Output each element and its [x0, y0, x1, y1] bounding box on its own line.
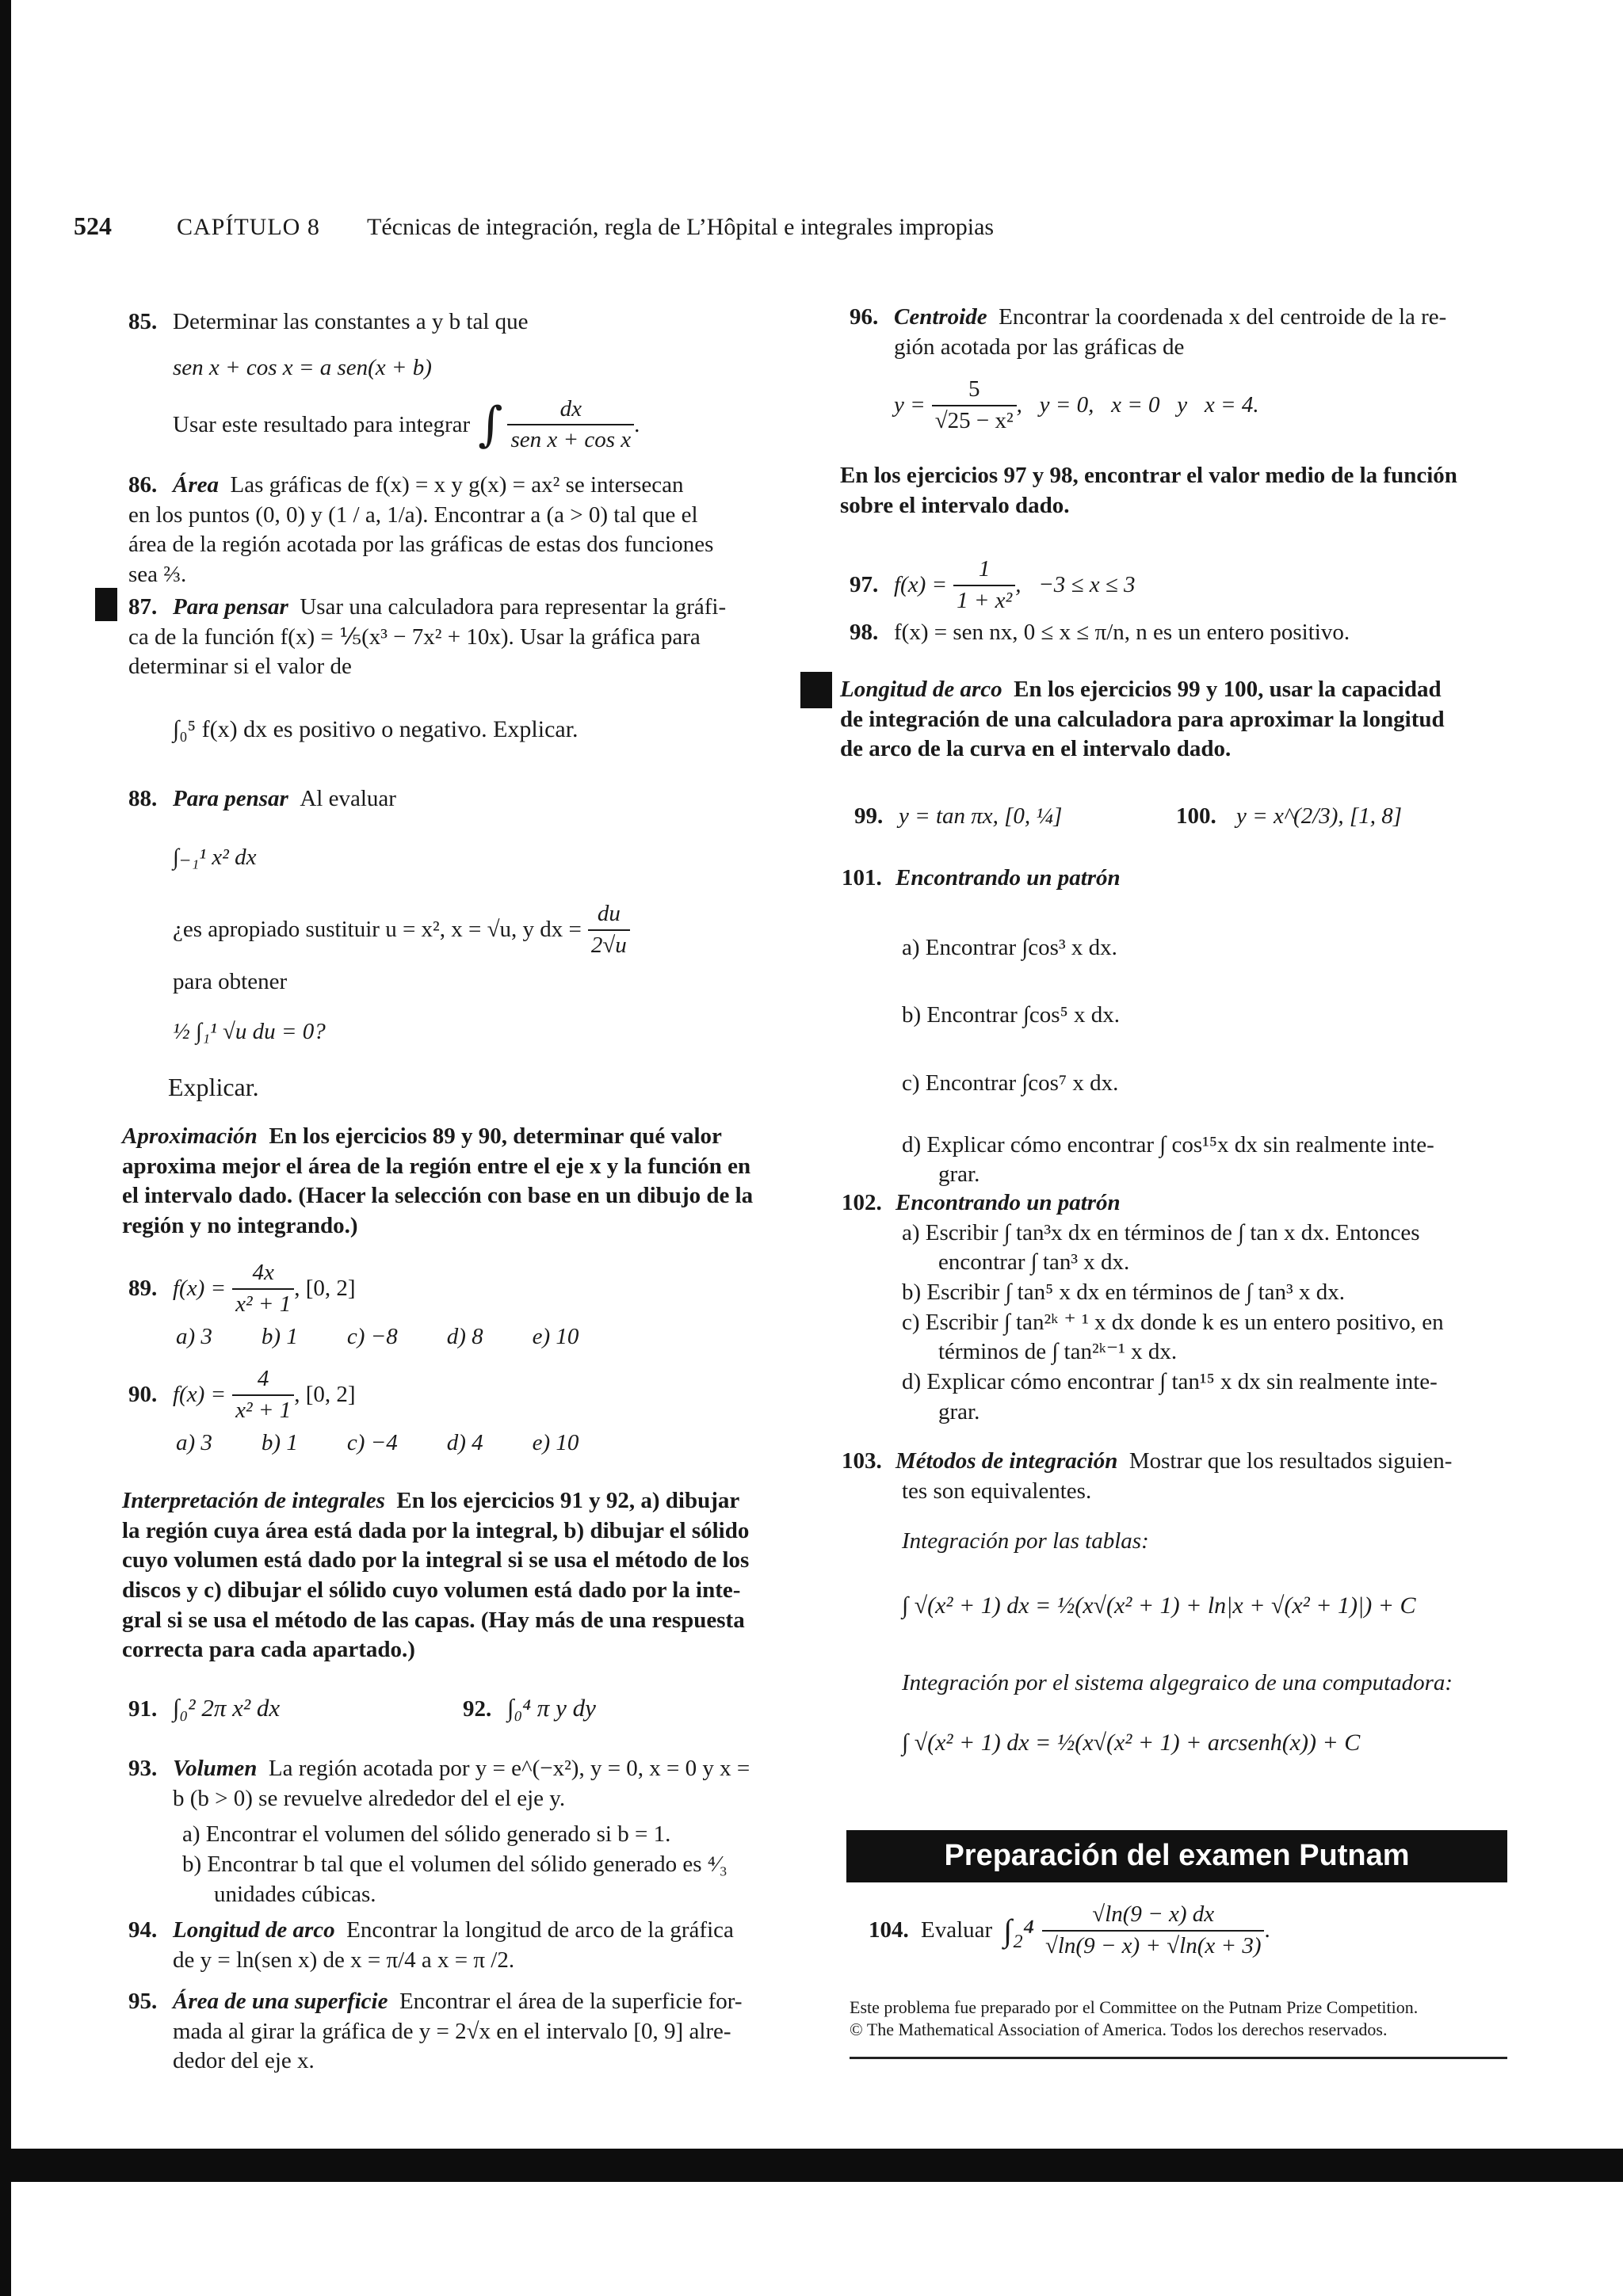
option: c) −4: [346, 1430, 398, 1456]
exercise-text: dedor del eje x.: [173, 2048, 315, 2074]
method-label: Integración por las tablas:: [902, 1528, 1149, 1554]
exercise-number: 90.: [128, 1381, 158, 1407]
section-text: correcta para cada apartado.): [122, 1637, 415, 1663]
exercise-number: 85.: [128, 309, 158, 334]
section-intro-mean-value: [840, 461, 1514, 521]
integrand: [1042, 1900, 1265, 1961]
exercise-number: 92.: [463, 1696, 492, 1722]
option: a) 3: [176, 1324, 212, 1350]
exercise-100: [1176, 802, 1509, 832]
part-a: a) Escribir ∫ tan³x dx en términos de ∫ tan x dx. Entonces: [902, 1219, 1420, 1245]
denominator: √25 − x²: [934, 408, 1014, 434]
part-b: b) Escribir ∫ tan⁵ x dx en términos de ∫ tan³ x dx.: [902, 1280, 1345, 1306]
du-fraction: [588, 899, 630, 960]
equation: ∫ √(x² + 1) dx = ½(x√(x² + 1) + ln|x + √(x² + 1)|) + C: [902, 1592, 1416, 1619]
option: d) 4: [446, 1430, 483, 1456]
part-b: b) Encontrar ∫cos⁵ x dx.: [902, 1002, 1120, 1028]
part-a: encontrar ∫ tan³ x dx.: [938, 1249, 1130, 1276]
exercise-text: Explicar.: [168, 1073, 259, 1102]
function-fraction: [953, 555, 1015, 616]
part-d: grar.: [938, 1161, 980, 1188]
exercise-title: Encontrando un patrón: [896, 1190, 1121, 1215]
section-text: En los ejercicios 99 y 100, usar la capacidad: [1014, 677, 1442, 702]
option: e) 10: [532, 1324, 579, 1350]
integral-sign: ∫₂⁴: [1003, 1912, 1034, 1948]
exercise-88: [128, 784, 786, 1104]
interval: , [0, 2]: [294, 1275, 356, 1301]
exercise-text: Evaluar: [921, 1917, 993, 1943]
option: a) 3: [176, 1430, 212, 1456]
denominator: x² + 1: [235, 1397, 292, 1423]
section-title: Interpretación de integrales: [122, 1488, 385, 1513]
exercise-92: [463, 1692, 780, 1725]
putnam-note: [850, 1997, 1515, 2040]
exercise-title: Para pensar: [173, 594, 288, 620]
bottom-scan-edge: [0, 2149, 1623, 2182]
exercise-text: para obtener: [173, 968, 288, 994]
note-text: © The Mathematical Association of America. Todos los derechos reservados.: [850, 2019, 1388, 2039]
note-text: Este problema fue preparado por el Committee on the Putnam Prize Competition.: [850, 1997, 1419, 2017]
section-text: discos y c) dibujar el sólido cuyo volumen está dado por la inte-: [122, 1577, 741, 1604]
integral-expression: ∫₀⁵ f(x) dx es positivo o negativo. Explicar.: [173, 716, 579, 743]
exercise-text: Usar una calculadora para representar la gráfi-: [300, 594, 727, 620]
options: [176, 1428, 786, 1459]
putnam-rule: [850, 2057, 1507, 2059]
function-label: f(x) =: [173, 1275, 227, 1301]
function-fraction: [232, 1258, 294, 1319]
exercise-104: 104. Evaluar ∫₂⁴ $\frac{√\ln(9 - x) dx}{√\ln(9 - x) + √\ln(x + 3)}$ .: [869, 1900, 1518, 1961]
exercise-number: 94.: [128, 1917, 158, 1943]
function-label: f(x) =: [894, 571, 948, 597]
exercise-text: determinar si el valor de: [128, 654, 352, 680]
section-title: Aproximación: [122, 1123, 258, 1149]
equation: sen x + cos x = a sen(x + b): [173, 354, 432, 380]
page-number: 524: [74, 212, 112, 240]
section-text: En los ejercicios 89 y 90, determinar qué valor: [269, 1123, 722, 1149]
section-text: En los ejercicios 91 y 92, a) dibujar: [396, 1488, 740, 1513]
exercise-101: [842, 864, 1515, 1190]
exercise-text: Encontrar el área de la superficie for-: [399, 1989, 743, 2014]
exercise-text: y = tan πx, [0, ¼]: [899, 803, 1063, 829]
denominator: √ln(9 − x) + √ln(x + 3): [1044, 1932, 1262, 1958]
option: b) 1: [261, 1324, 298, 1350]
exercise-title: Longitud de arco: [173, 1917, 335, 1943]
section-text: cuyo volumen está dado por la integral si se usa el método de los: [122, 1547, 750, 1573]
part-a: a) Encontrar ∫cos³ x dx.: [902, 934, 1117, 960]
numerator: du: [588, 899, 630, 931]
exercise-94: [128, 1916, 786, 1975]
conditions: , −3 ≤ x ≤ 3: [1015, 571, 1136, 597]
exercise-96: [850, 303, 1515, 437]
page-header: [74, 210, 1548, 243]
section-intro-approximation: [122, 1122, 788, 1241]
exercise-text: Determinar las constantes a y b tal que: [173, 309, 529, 334]
options: [176, 1322, 786, 1352]
exercise-number: 104.: [869, 1917, 909, 1943]
numerator: √ln(9 − x) dx: [1042, 1900, 1265, 1932]
part-b: unidades cúbicas.: [214, 1881, 376, 1907]
exercise-number: 103.: [842, 1448, 882, 1474]
exercise-97: [850, 555, 1515, 616]
denominator: 1 + x²: [957, 587, 1013, 613]
function-label: f(x) =: [173, 1381, 227, 1407]
option: b) 1: [261, 1430, 298, 1456]
integral-expression: ∫₀⁴ π y dy: [507, 1694, 596, 1722]
exercise-title: Para pensar: [173, 786, 288, 811]
section-text: de arco de la curva en el intervalo dado.: [840, 736, 1232, 762]
section-text: sobre el intervalo dado.: [840, 492, 1070, 518]
section-text: aproxima mejor el área de la región entre el eje x y la función en: [122, 1153, 751, 1179]
exercise-text: en los puntos (0, 0) y (1 / a, 1/a). Encontrar a (a > 0) tal que el: [128, 502, 698, 528]
exercise-text: Al evaluar: [300, 786, 396, 811]
integral-expression: ∫₀² 2π x² dx: [173, 1694, 281, 1722]
chapter-label: CAPÍTULO 8: [177, 214, 320, 240]
conditions: , y = 0, x = 0 y x = 4.: [1016, 392, 1259, 418]
exercise-number: 88.: [128, 786, 158, 811]
numerator: 1: [953, 555, 1015, 586]
exercise-number: 96.: [850, 304, 879, 330]
exercise-title: Área de una superficie: [173, 1989, 388, 2014]
exercise-text: Encontrar la longitud de arco de la gráfica: [346, 1917, 734, 1943]
exercise-text: de y = ln(sen x) de x = π/4 a x = π /2.: [173, 1947, 515, 1973]
exercise-text: Encontrar la coordenada x del centroide de la re-: [999, 304, 1447, 330]
integrand: [507, 395, 634, 456]
section-text: la región cuya área está dada por la integral, b) dibujar el sólido: [122, 1517, 750, 1543]
numerator: 4: [232, 1364, 294, 1396]
integral-expression: ½ ∫₁¹ √u du = 0?: [173, 1019, 326, 1045]
exercise-title: Área: [173, 472, 219, 498]
numerator: 5: [932, 375, 1017, 406]
section-text: gral si se usa el método de las capas. (Hay más de una respuesta: [122, 1607, 745, 1633]
part-d: grar.: [938, 1398, 980, 1425]
part-d: d) Explicar cómo encontrar ∫ cos¹⁵x dx sin realmente inte-: [902, 1131, 1434, 1158]
exercise-93: [128, 1754, 786, 1909]
exercise-text: b (b > 0) se revuelve alrededor del el eje y.: [173, 1785, 566, 1811]
exercise-number: 89.: [128, 1275, 158, 1301]
numerator: dx: [507, 395, 634, 426]
section-intro-arc-length: [840, 675, 1514, 765]
method-label: Integración por el sistema algegraico de una computadora:: [902, 1670, 1453, 1696]
exercise-text: área de la región acotada por las gráficas de estas dos funciones: [128, 532, 714, 558]
exercise-text: gión acotada por las gráficas de: [894, 334, 1185, 360]
integral-expression: ∫₋₁¹ x² dx: [173, 844, 257, 870]
section-title: Longitud de arco: [840, 677, 1002, 702]
function-label: y =: [894, 392, 926, 418]
denominator: x² + 1: [235, 1291, 292, 1317]
function-fraction: [232, 1364, 294, 1425]
interval: , [0, 2]: [294, 1381, 356, 1407]
section-text: el intervalo dado. (Hacer la selección con base en un dibujo de la: [122, 1183, 754, 1209]
section-text: de integración de una calculadora para aproximar la longitud: [840, 706, 1445, 732]
exercise-89: [128, 1258, 786, 1352]
exercise-98: [850, 618, 1515, 648]
exercise-title: Métodos de integración: [896, 1448, 1118, 1474]
option: e) 10: [532, 1430, 579, 1456]
exercise-text: Mostrar que los resultados siguien-: [1128, 1448, 1453, 1474]
exercise-number: 95.: [128, 1989, 158, 2014]
exercise-87: [128, 593, 786, 745]
exercise-title: Centroide: [894, 304, 987, 330]
exercise-text: f(x) = sen nx, 0 ≤ x ≤ π/n, n es un entero positivo.: [894, 620, 1350, 645]
section-text: región y no integrando.): [122, 1213, 358, 1239]
exercise-number: 98.: [850, 620, 879, 645]
exercise-title: Volumen: [173, 1756, 258, 1781]
exercise-number: 100.: [1176, 803, 1216, 829]
part-b: b) Encontrar b tal que el volumen del sólido generado es ⁴⁄₃: [182, 1852, 727, 1878]
part-a: a) Encontrar el volumen del sólido generado si b = 1.: [182, 1821, 671, 1848]
exercise-86: [128, 471, 786, 590]
exercise-85: 85. Determinar las constantes a y b tal que sen x + cos x = a sen(x + b) Usar este resultado para integrar ∫ $\frac{dx}{\text{sen x + cos x}}$ .: [128, 307, 778, 456]
section-text: En los ejercicios 97 y 98, encontrar el valor medio de la función: [840, 463, 1457, 488]
exercise-text: La región acotada por y = e^(−x²), y = 0, x = 0 y x =: [268, 1756, 750, 1781]
exercise-text: y = x^(2/3), [1, 8]: [1236, 803, 1402, 829]
exercise-90: [128, 1364, 786, 1459]
denominator: sen x + cos x: [510, 427, 632, 453]
exercise-number: 91.: [128, 1696, 158, 1722]
function-fraction: [932, 375, 1017, 436]
exercise-103: [842, 1447, 1515, 1758]
equation: ∫ √(x² + 1) dx = ½(x√(x² + 1) + arcsenh(x)) + C: [902, 1729, 1361, 1756]
option: d) 8: [446, 1324, 483, 1350]
exercise-number: 87.: [128, 594, 158, 620]
option: c) −8: [346, 1324, 398, 1350]
instruction: Usar este resultado para integrar: [173, 411, 471, 437]
chapter-title: Técnicas de integración, regla de L’Hôpital e integrales impropias: [367, 214, 995, 240]
part-c: c) Encontrar ∫cos⁷ x dx.: [902, 1070, 1119, 1097]
exercise-text: ¿es apropiado sustituir u = x², x = √u, y dx =: [173, 917, 582, 943]
putnam-banner: Preparación del examen Putnam: [846, 1830, 1507, 1882]
exercise-text: tes son equivalentes.: [902, 1478, 1092, 1504]
exercise-number: 99.: [854, 803, 884, 829]
exercise-102: [842, 1188, 1515, 1428]
calculator-marker-arc: [800, 672, 832, 708]
exercise-number: 93.: [128, 1756, 158, 1781]
exercise-text: Las gráficas de f(x) = x y g(x) = ax² se intersecan: [230, 472, 684, 498]
exercise-text: ca de la función f(x) = ⅕(x³ − 7x² + 10x). Usar la gráfica para: [128, 624, 701, 650]
part-c: términos de ∫ tan²ᵏ⁻¹ x dx.: [938, 1339, 1178, 1365]
exercise-title: Encontrando un patrón: [896, 865, 1121, 891]
exercise-number: 102.: [842, 1190, 882, 1215]
left-scan-edge: [0, 0, 11, 2296]
section-intro-interpretation: [122, 1486, 788, 1665]
denominator: 2√u: [590, 933, 627, 959]
exercise-number: 97.: [850, 571, 879, 597]
exercise-95: [128, 1987, 786, 2077]
part-c: c) Escribir ∫ tan²ᵏ ⁺ ¹ x dx donde k es un entero positivo, en: [902, 1309, 1444, 1335]
exercise-text: sea ⅔.: [128, 562, 187, 588]
calculator-marker-87: [95, 588, 117, 621]
exercise-number: 101.: [842, 865, 882, 891]
exercise-99: [854, 802, 1171, 832]
numerator: 4x: [232, 1258, 294, 1290]
exercise-text: mada al girar la gráfica de y = 2√x en el intervalo [0, 9] alre-: [173, 2018, 731, 2044]
exercise-number: 86.: [128, 472, 158, 498]
exercise-91: [128, 1692, 445, 1725]
integral-sign: ∫: [478, 397, 503, 453]
part-d: d) Explicar cómo encontrar ∫ tan¹⁵ x dx sin realmente inte-: [902, 1369, 1438, 1395]
